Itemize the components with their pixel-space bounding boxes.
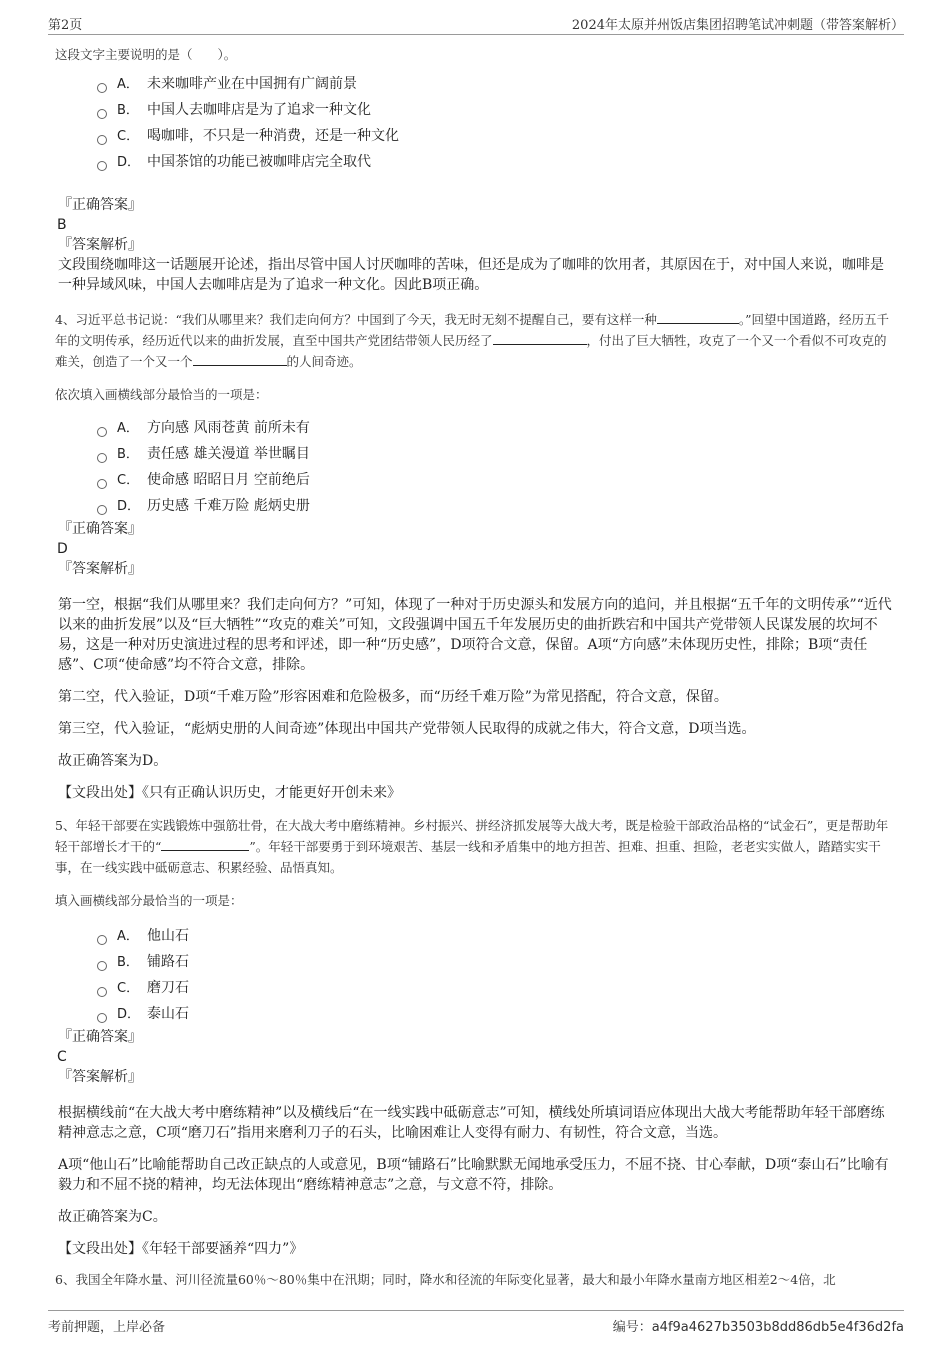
fill-blank bbox=[493, 330, 587, 345]
fill-blank bbox=[193, 351, 287, 366]
q3-answer-label: 『正确答案』 bbox=[58, 197, 142, 213]
fill-blank bbox=[161, 836, 249, 851]
page-header bbox=[48, 12, 904, 35]
radio-button-icon[interactable] bbox=[97, 109, 107, 119]
radio-button-icon[interactable] bbox=[97, 1013, 107, 1023]
q5-analysis-paragraph: 故正确答案为C。 bbox=[58, 1209, 167, 1225]
page-content bbox=[55, 44, 895, 1290]
q3-analysis-label: 『答案解析』 bbox=[58, 237, 142, 253]
radio-button-icon[interactable] bbox=[97, 135, 107, 145]
q4-analysis-paragraph: 第二空，代入验证，D项“千难万险”形容困难和危险极多，而“历经千难万险”为常见搭配，符合文意，保留。 bbox=[58, 689, 728, 705]
q3-option-d[interactable]: D． 中国茶馆的功能已被咖啡店完全取代 bbox=[97, 149, 895, 175]
q5-option-b[interactable]: B． 铺路石 bbox=[97, 949, 895, 975]
q4-option-b[interactable]: B． 责任感 雄关漫道 举世瞩目 bbox=[97, 441, 895, 467]
q3-option-c[interactable]: C． 喝咖啡，不只是一种消费，还是一种文化 bbox=[97, 123, 895, 149]
document-code: 编号：a4f9a4627b3503b8dd86db5e4f36d2fa bbox=[612, 1320, 904, 1335]
radio-button-icon[interactable] bbox=[97, 987, 107, 997]
page-number: 第2页 bbox=[48, 18, 83, 33]
q6-stem: 6、我国全年降水量、河川径流量60％～80％集中在汛期；同时，降水和径流的年际变化显著，最大和最小年降水量南方地区相差2～4倍，北 bbox=[55, 1272, 836, 1287]
document-title: 2024年太原并州饭店集团招聘笔试冲刺题（带答案解析） bbox=[571, 18, 904, 33]
q5-answer-label: 『正确答案』 bbox=[58, 1029, 142, 1045]
q5-analysis-label: 『答案解析』 bbox=[58, 1069, 142, 1085]
radio-button-icon[interactable] bbox=[97, 83, 107, 93]
q3-prompt: 这段文字主要说明的是（ ）。 bbox=[55, 47, 237, 62]
q3-option-b[interactable]: B． 中国人去咖啡店是为了追求一种文化 bbox=[97, 97, 895, 123]
q3-option-a[interactable]: A． 未来咖啡产业在中国拥有广阔前景 bbox=[97, 71, 895, 97]
q5-option-a[interactable]: A． 他山石 bbox=[97, 923, 895, 949]
q4-analysis-paragraph: 第一空，根据“我们从哪里来？我们走向何方？”可知，体现了一种对于历史源头和发展方向的追问，并且根据“五千年的文明传承”“近代以来的曲折发展”以及“巨大牺牲”“攻克的难关”可知，文段强调中国五千年发展历史的曲折跌宕和中国共产党带领人民谋发展的坎坷不易，这是一种对历史演进过程的思考和评述，即一种“历史感”，D项符合文意，保留。A项“方向感”未体现历史性，排除；B项“责任感”、C项“使命感”均不符合文意，排除。 bbox=[58, 597, 892, 673]
q4-stem: 4、习近平总书记说：“我们从哪里来？我们走向何方？中国到了今天，我无时无刻不提醒自己，要有这样一种 。”回望中国道路，经历五千年的文明传承，经历近代以来的曲折发展，直至中国共产党团结带领人民历经了 ，付出了巨大牺牲，攻克了一个又一个看似不可攻克的难关，创造了一个又一个 的人间奇迹。 bbox=[55, 309, 895, 372]
q3-options bbox=[55, 71, 895, 175]
q4-option-d[interactable]: D． 历史感 千难万险 彪炳史册 bbox=[97, 493, 895, 519]
page-footer bbox=[48, 1310, 904, 1335]
q5-analysis-paragraph: A项“他山石”比喻能帮助自己改正缺点的人或意见，B项“铺路石”比喻默默无闻地承受压力，不屈不挠、甘心奉献，D项“泰山石”比喻有毅力和不屈不挠的精神，均无法体现出“磨练精神意志”之意，与文意不符，排除。 bbox=[58, 1157, 889, 1193]
footer-slogan: 考前押题，上岸必备 bbox=[48, 1320, 166, 1335]
q5-source: 【文段出处】《年轻干部要涵养“四力”》 bbox=[58, 1241, 304, 1257]
radio-button-icon[interactable] bbox=[97, 961, 107, 971]
q3-analysis: 文段围绕咖啡这一话题展开论述，指出尽管中国人讨厌咖啡的苦味，但还是成为了咖啡的饮用者，其原因在于，对中国人来说，咖啡是一种异域风味，中国人去咖啡店是为了追求一种文化。因此B项正确。 bbox=[58, 257, 884, 293]
q5-answer: C bbox=[57, 1049, 67, 1065]
radio-button-icon[interactable] bbox=[97, 453, 107, 463]
q5-analysis-paragraph: 根据横线前“在大战大考中磨练精神”以及横线后“在一线实践中砥砺意志”可知，横线处所填词语应体现出大战大考能帮助年轻干部磨练精神意志之意，C项“磨刀石”指用来磨利刀子的石头，比喻困难让人变得有耐力、有韧性，符合文意，当选。 bbox=[58, 1105, 885, 1141]
q4-instruction: 依次填入画横线部分最恰当的一项是： bbox=[55, 387, 268, 402]
q5-option-c[interactable]: C． 磨刀石 bbox=[97, 975, 895, 1001]
q4-analysis-paragraph: 故正确答案为D。 bbox=[58, 753, 168, 769]
q5-stem: 5、年轻干部要在实践锻炼中强筋壮骨，在大战大考中磨练精神。乡村振兴、拼经济抓发展等大战大考，既是检验干部政治品格的“试金石”，更是帮助年轻干部增长才干的“ ”。年轻干部要勇于到环境艰苦、基层一线和矛盾集中的地方担苦、担难、担重、担险，老老实实做人，踏踏实实干事，在一线实践中砥砺意志、积累经验、品悟真知。 bbox=[55, 818, 889, 875]
q4-options bbox=[55, 415, 895, 519]
radio-button-icon[interactable] bbox=[97, 505, 107, 515]
q5-instruction: 填入画横线部分最恰当的一项是： bbox=[55, 893, 243, 908]
q5-options bbox=[55, 923, 895, 1027]
fill-blank bbox=[657, 309, 739, 324]
q4-answer-label: 『正确答案』 bbox=[58, 521, 142, 537]
q4-analysis-paragraph: 第三空，代入验证，“彪炳史册的人间奇迹”体现出中国共产党带领人民取得的成就之伟大，符合文意，D项当选。 bbox=[58, 721, 756, 737]
radio-button-icon[interactable] bbox=[97, 427, 107, 437]
radio-button-icon[interactable] bbox=[97, 935, 107, 945]
q3-answer: B bbox=[57, 217, 67, 233]
q4-analysis-label: 『答案解析』 bbox=[58, 561, 142, 577]
q5-option-d[interactable]: D． 泰山石 bbox=[97, 1001, 895, 1027]
q4-answer: D bbox=[57, 541, 68, 557]
radio-button-icon[interactable] bbox=[97, 161, 107, 171]
radio-button-icon[interactable] bbox=[97, 479, 107, 489]
q4-option-a[interactable]: A． 方向感 风雨苍黄 前所未有 bbox=[97, 415, 895, 441]
q4-source: 【文段出处】《只有正确认识历史，才能更好开创未来》 bbox=[58, 785, 401, 801]
q4-option-c[interactable]: C． 使命感 昭昭日月 空前绝后 bbox=[97, 467, 895, 493]
